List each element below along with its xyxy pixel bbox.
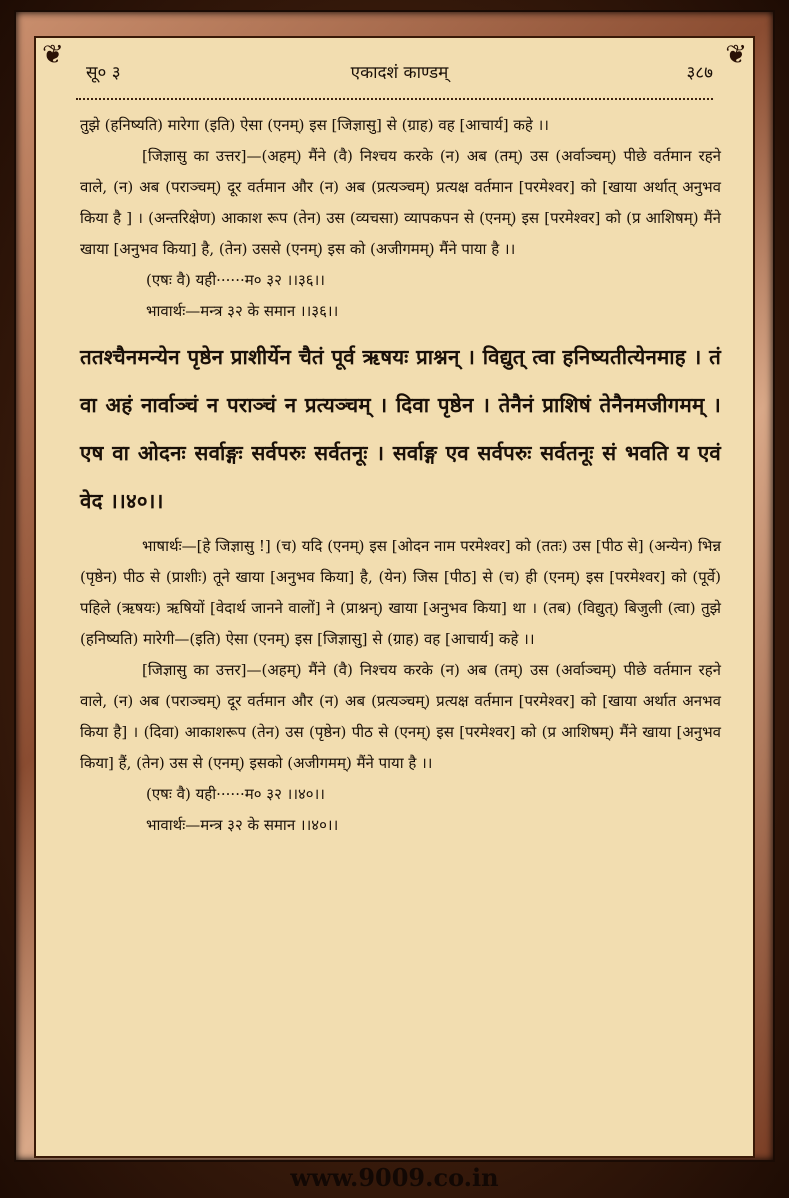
paragraph: तुझे (हनिष्यति) मारेगा (इति) ऐसा (एनम्) इस [जिज्ञासु] से (ग्राह) वह [आचार्य] कहे ।।: [80, 116, 549, 134]
reference-line: (एषः वै) यही······म० ३२ ।।४०।।: [146, 785, 325, 803]
sutra-number: सू० ३: [86, 63, 121, 83]
paragraph: भाषार्थः—[हे जिज्ञासु !] (च) यदि (एनम्) इस [ओदन नाम परमेश्वर] को (ततः) उस [पीठ से] (अन्येन) भिन्न (पृष्ठेन) पीठ से (प्राशीः) तूने खाया [अनुभव किया] है, (येन) जिस [पीठ] से (च) ही (एनम्) इस [परमेश्वर] को (पूर्वे) पहिले (ऋषयः) ऋषियों [वेदार्थ जानने वालों] ने (प्राश्नन्) खाया [अनुभव किया] था । (तब) (विद्युत्) बिजुली (त्वा) तुझे (हनिष्यति) मारेगी—(इति) ऐसा (एनम्) इस [जिज्ञासु] से (ग्राह) वह [आचार्य] कहे ।।: [80, 537, 721, 648]
header-divider: [76, 98, 713, 100]
page-body: [80, 110, 721, 841]
book-page: [34, 36, 755, 1158]
sanskrit-mantra: ततश्चैनमन्येन पृष्ठेन प्राशीर्येन चैतं पूर्व ऋषयः प्राश्नन् । विद्युत् त्वा हनिष्यतीत्येनमाह । तं वा अहं नार्वाञ्चं न पराञ्चं न प्रत्यञ्चम् । दिवा पृष्ठेन । तेनैनं प्राशिषं तेनैनमजीगमम् । एष वा ओदनः सर्वाङ्गः सर्वपरुः सर्वतनूः । सर्वाङ्ग एव सर्वपरुः सर्वतनूः सं भवति य एवं वेद ।।४०।।: [80, 345, 721, 513]
page-number: ३८७: [686, 63, 713, 83]
corner-ornament-icon: ❦: [42, 40, 64, 70]
reference-line: (एषः वै) यही······म० ३२ ।।३६।।: [146, 271, 325, 289]
paragraph: [जिज्ञासु का उत्तर]—(अहम्) मैंने (वै) निश्चय करके (न) अब (तम्) उस (अर्वाञ्चम्) पीछे वर्तमान रहने वाले, (न) अब (पराञ्चम्) दूर वर्तमान और (न) अब (प्रत्यञ्चम्) प्रत्यक्ष वर्तमान [परमेश्वर] को [खाया अर्थात अनभव किया है] । (दिवा) आकाशरूप (तेन) उस (पृष्ठेन) पीठ से (एनम्) इस [परमेश्वर] को (प्र आशिषम्) मैंने खाया [अनुभव किया] हैं, (तेन) उस से (एनम्) इसको (अजीगमम्) मैंने पाया है ।।: [80, 661, 721, 772]
page-header: [86, 60, 713, 88]
bhavartha-line: भावार्थः—मन्त्र ३२ के समान ।।३६।।: [146, 302, 339, 320]
website-footer: www.9009.co.in: [290, 1163, 499, 1192]
chapter-title: एकादशं काण्डम्: [350, 63, 449, 83]
bhavartha-line: भावार्थः—मन्त्र ३२ के समान ।।४०।।: [146, 816, 339, 834]
corner-ornament-icon: ❦: [725, 40, 747, 70]
paragraph: [जिज्ञासु का उत्तर]—(अहम्) मैंने (वै) निश्चय करके (न) अब (तम्) उस (अर्वाञ्चम्) पीछे वर्तमान रहने वाले, (न) अब (पराञ्चम्) दूर वर्तमान और (न) अब (प्रत्यञ्चम्) प्रत्यक्ष वर्तमान [परमेश्वर] को [खाया अर्थात् अनुभव किया है ] । (अन्तरिक्षेण) आकाश रूप (तेन) उस (व्यचसा) व्यापकपन से (एनम्) इस [परमेश्वर] को (प्र आशिषम्) मैंने खाया [अनुभव किया] है, (तेन) उससे (एनम्) इस को (अजीगमम्) मैंने पाया है ।।: [80, 147, 721, 258]
